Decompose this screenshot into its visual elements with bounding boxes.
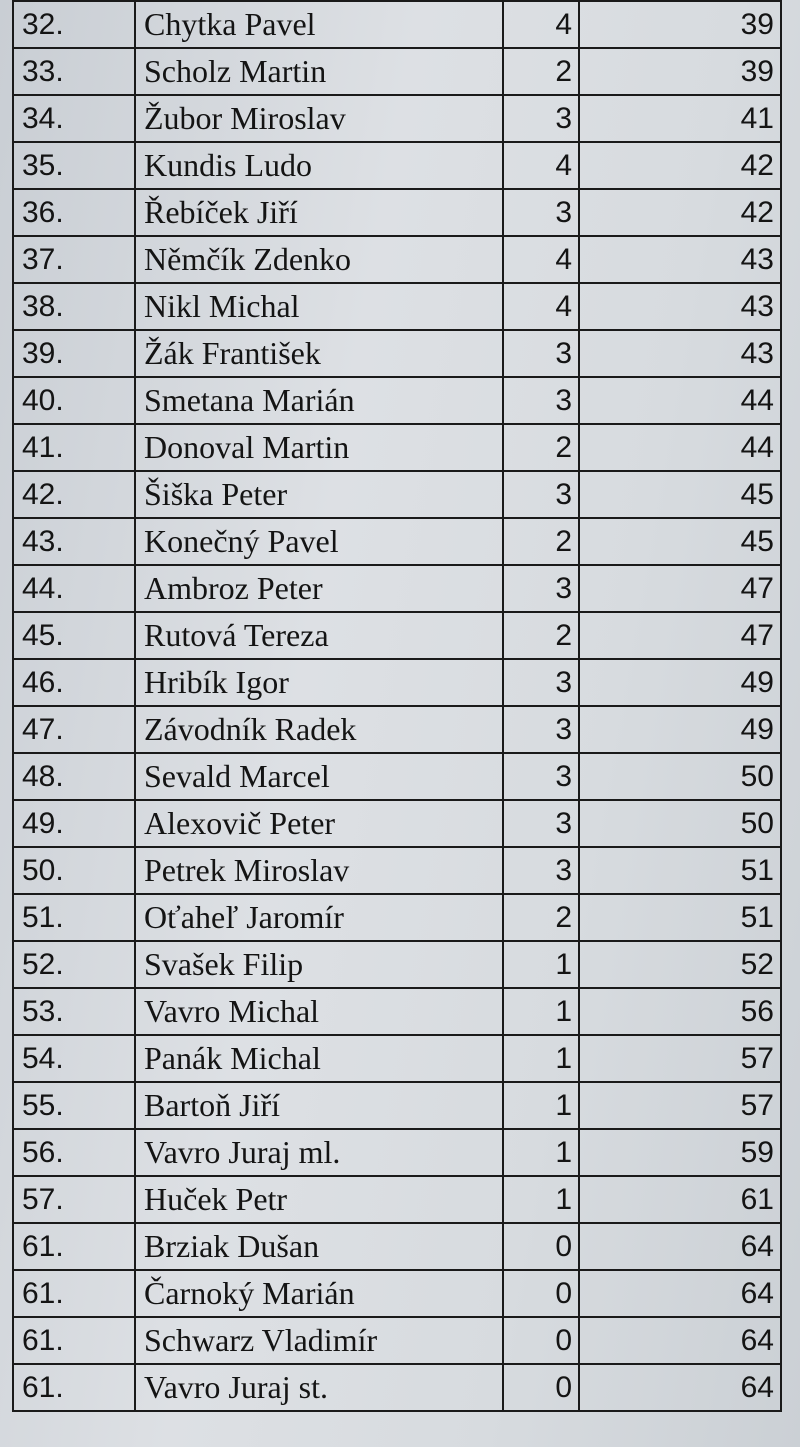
rank-cell: 39. bbox=[13, 330, 135, 377]
score-cell: 43 bbox=[579, 283, 781, 330]
rank-cell: 48. bbox=[13, 753, 135, 800]
score-cell: 44 bbox=[579, 424, 781, 471]
table-row bbox=[13, 612, 781, 659]
name-cell: Scholz Martin bbox=[135, 48, 503, 95]
score-cell: 45 bbox=[579, 471, 781, 518]
score-cell: 49 bbox=[579, 659, 781, 706]
score-cell: 64 bbox=[579, 1223, 781, 1270]
count-cell: 0 bbox=[503, 1364, 579, 1411]
table-row bbox=[13, 1270, 781, 1317]
count-cell: 2 bbox=[503, 612, 579, 659]
score-cell: 39 bbox=[579, 1, 781, 48]
rank-cell: 34. bbox=[13, 95, 135, 142]
score-cell: 47 bbox=[579, 565, 781, 612]
rank-cell: 37. bbox=[13, 236, 135, 283]
count-cell: 0 bbox=[503, 1270, 579, 1317]
score-cell: 50 bbox=[579, 800, 781, 847]
rank-cell: 49. bbox=[13, 800, 135, 847]
score-cell: 51 bbox=[579, 894, 781, 941]
rank-cell: 42. bbox=[13, 471, 135, 518]
table-row bbox=[13, 1, 781, 48]
table-row bbox=[13, 565, 781, 612]
name-cell: Nikl Michal bbox=[135, 283, 503, 330]
score-cell: 45 bbox=[579, 518, 781, 565]
table-row bbox=[13, 847, 781, 894]
table-row bbox=[13, 471, 781, 518]
score-cell: 50 bbox=[579, 753, 781, 800]
name-cell: Sevald Marcel bbox=[135, 753, 503, 800]
count-cell: 0 bbox=[503, 1317, 579, 1364]
count-cell: 3 bbox=[503, 377, 579, 424]
rank-cell: 52. bbox=[13, 941, 135, 988]
table-row bbox=[13, 659, 781, 706]
score-cell: 56 bbox=[579, 988, 781, 1035]
score-cell: 42 bbox=[579, 142, 781, 189]
results-table bbox=[12, 0, 782, 1412]
score-cell: 43 bbox=[579, 330, 781, 377]
name-cell: Hribík Igor bbox=[135, 659, 503, 706]
score-cell: 64 bbox=[579, 1270, 781, 1317]
table-row bbox=[13, 1082, 781, 1129]
score-cell: 57 bbox=[579, 1035, 781, 1082]
score-cell: 57 bbox=[579, 1082, 781, 1129]
count-cell: 1 bbox=[503, 1082, 579, 1129]
rank-cell: 61. bbox=[13, 1223, 135, 1270]
count-cell: 3 bbox=[503, 706, 579, 753]
rank-cell: 51. bbox=[13, 894, 135, 941]
table-row bbox=[13, 753, 781, 800]
count-cell: 1 bbox=[503, 1129, 579, 1176]
table-row bbox=[13, 48, 781, 95]
rank-cell: 43. bbox=[13, 518, 135, 565]
table-row bbox=[13, 1176, 781, 1223]
name-cell: Řebíček Jiří bbox=[135, 189, 503, 236]
table-row bbox=[13, 189, 781, 236]
name-cell: Oťaheľ Jaromír bbox=[135, 894, 503, 941]
name-cell: Ambroz Peter bbox=[135, 565, 503, 612]
name-cell: Smetana Marián bbox=[135, 377, 503, 424]
name-cell: Petrek Miroslav bbox=[135, 847, 503, 894]
name-cell: Čarnoký Marián bbox=[135, 1270, 503, 1317]
name-cell: Alexovič Peter bbox=[135, 800, 503, 847]
name-cell: Brziak Dušan bbox=[135, 1223, 503, 1270]
rank-cell: 54. bbox=[13, 1035, 135, 1082]
count-cell: 1 bbox=[503, 1035, 579, 1082]
count-cell: 1 bbox=[503, 941, 579, 988]
count-cell: 1 bbox=[503, 1176, 579, 1223]
name-cell: Vavro Michal bbox=[135, 988, 503, 1035]
rank-cell: 35. bbox=[13, 142, 135, 189]
count-cell: 3 bbox=[503, 471, 579, 518]
rank-cell: 41. bbox=[13, 424, 135, 471]
count-cell: 3 bbox=[503, 753, 579, 800]
score-cell: 42 bbox=[579, 189, 781, 236]
table-row bbox=[13, 95, 781, 142]
name-cell: Donoval Martin bbox=[135, 424, 503, 471]
count-cell: 3 bbox=[503, 565, 579, 612]
name-cell: Vavro Juraj st. bbox=[135, 1364, 503, 1411]
score-cell: 51 bbox=[579, 847, 781, 894]
table-row bbox=[13, 894, 781, 941]
name-cell: Chytka Pavel bbox=[135, 1, 503, 48]
score-cell: 43 bbox=[579, 236, 781, 283]
score-cell: 52 bbox=[579, 941, 781, 988]
name-cell: Němčík Zdenko bbox=[135, 236, 503, 283]
table-row bbox=[13, 424, 781, 471]
table-row bbox=[13, 1035, 781, 1082]
table-row bbox=[13, 377, 781, 424]
count-cell: 3 bbox=[503, 189, 579, 236]
score-cell: 49 bbox=[579, 706, 781, 753]
count-cell: 4 bbox=[503, 283, 579, 330]
table-row bbox=[13, 1223, 781, 1270]
rank-cell: 56. bbox=[13, 1129, 135, 1176]
name-cell: Rutová Tereza bbox=[135, 612, 503, 659]
count-cell: 2 bbox=[503, 518, 579, 565]
table-row bbox=[13, 941, 781, 988]
rank-cell: 45. bbox=[13, 612, 135, 659]
rank-cell: 47. bbox=[13, 706, 135, 753]
table-row bbox=[13, 988, 781, 1035]
name-cell: Schwarz Vladimír bbox=[135, 1317, 503, 1364]
rank-cell: 46. bbox=[13, 659, 135, 706]
count-cell: 1 bbox=[503, 988, 579, 1035]
score-cell: 44 bbox=[579, 377, 781, 424]
rank-cell: 57. bbox=[13, 1176, 135, 1223]
name-cell: Žák František bbox=[135, 330, 503, 377]
rank-cell: 32. bbox=[13, 1, 135, 48]
name-cell: Huček Petr bbox=[135, 1176, 503, 1223]
name-cell: Šiška Peter bbox=[135, 471, 503, 518]
count-cell: 3 bbox=[503, 847, 579, 894]
table-row bbox=[13, 518, 781, 565]
name-cell: Panák Michal bbox=[135, 1035, 503, 1082]
count-cell: 3 bbox=[503, 95, 579, 142]
table-row bbox=[13, 283, 781, 330]
table-row bbox=[13, 142, 781, 189]
name-cell: Kundis Ludo bbox=[135, 142, 503, 189]
count-cell: 4 bbox=[503, 1, 579, 48]
count-cell: 4 bbox=[503, 142, 579, 189]
score-cell: 39 bbox=[579, 48, 781, 95]
rank-cell: 55. bbox=[13, 1082, 135, 1129]
name-cell: Závodník Radek bbox=[135, 706, 503, 753]
name-cell: Konečný Pavel bbox=[135, 518, 503, 565]
name-cell: Bartoň Jiří bbox=[135, 1082, 503, 1129]
count-cell: 0 bbox=[503, 1223, 579, 1270]
rank-cell: 53. bbox=[13, 988, 135, 1035]
count-cell: 3 bbox=[503, 800, 579, 847]
score-cell: 64 bbox=[579, 1317, 781, 1364]
table-row bbox=[13, 1317, 781, 1364]
results-table-body bbox=[13, 1, 781, 1411]
rank-cell: 61. bbox=[13, 1364, 135, 1411]
rank-cell: 61. bbox=[13, 1317, 135, 1364]
score-cell: 41 bbox=[579, 95, 781, 142]
table-row bbox=[13, 800, 781, 847]
name-cell: Žubor Miroslav bbox=[135, 95, 503, 142]
rank-cell: 36. bbox=[13, 189, 135, 236]
rank-cell: 44. bbox=[13, 565, 135, 612]
count-cell: 3 bbox=[503, 659, 579, 706]
score-cell: 61 bbox=[579, 1176, 781, 1223]
score-cell: 59 bbox=[579, 1129, 781, 1176]
count-cell: 2 bbox=[503, 48, 579, 95]
rank-cell: 61. bbox=[13, 1270, 135, 1317]
rank-cell: 40. bbox=[13, 377, 135, 424]
score-cell: 47 bbox=[579, 612, 781, 659]
count-cell: 2 bbox=[503, 424, 579, 471]
count-cell: 4 bbox=[503, 236, 579, 283]
count-cell: 3 bbox=[503, 330, 579, 377]
score-cell: 64 bbox=[579, 1364, 781, 1411]
table-row bbox=[13, 1364, 781, 1411]
table-row bbox=[13, 236, 781, 283]
rank-cell: 50. bbox=[13, 847, 135, 894]
table-row bbox=[13, 706, 781, 753]
rank-cell: 33. bbox=[13, 48, 135, 95]
count-cell: 2 bbox=[503, 894, 579, 941]
table-row bbox=[13, 330, 781, 377]
name-cell: Svašek Filip bbox=[135, 941, 503, 988]
table-row bbox=[13, 1129, 781, 1176]
rank-cell: 38. bbox=[13, 283, 135, 330]
name-cell: Vavro Juraj ml. bbox=[135, 1129, 503, 1176]
